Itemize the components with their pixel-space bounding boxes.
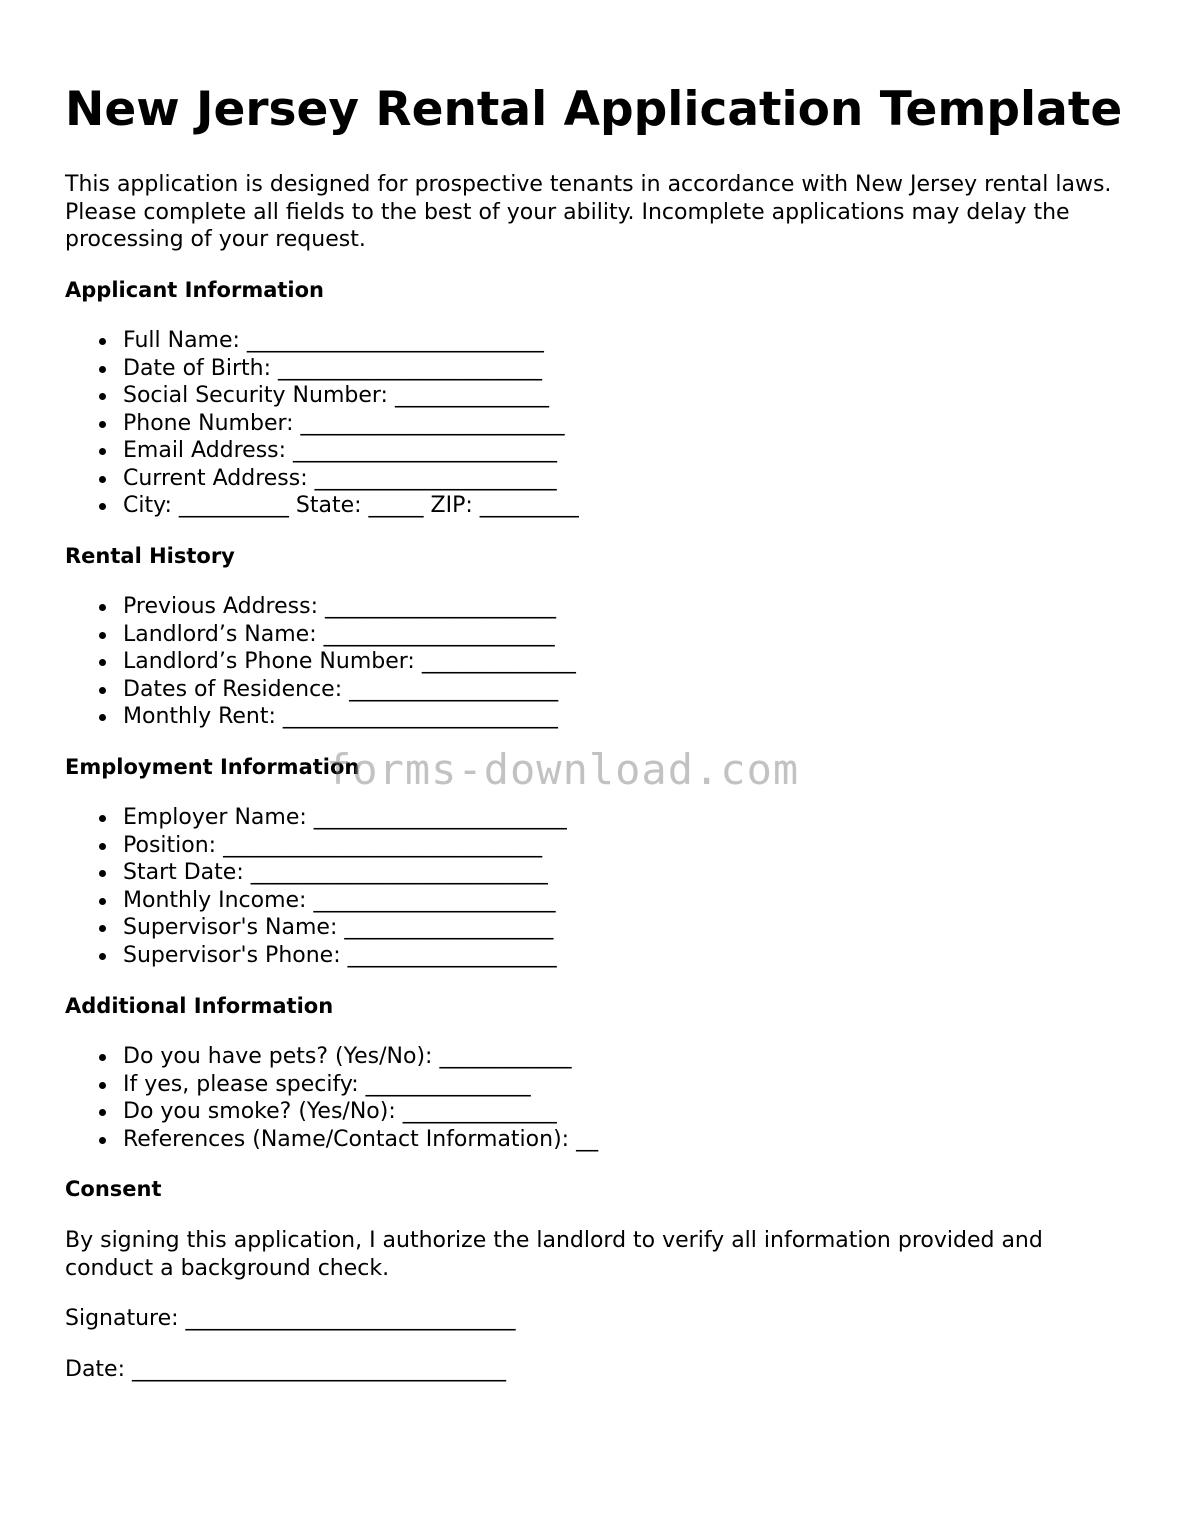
- smoke-field[interactable]: Do you smoke? (Yes/No): ______________: [65, 1098, 598, 1126]
- consent-paragraph: By signing this application, I authorize the landlord to verify all information provided and conduct a background check.: [65, 1228, 1043, 1281]
- position-field[interactable]: Position: _____________________________: [65, 832, 567, 860]
- additional-information-list: [65, 1043, 598, 1153]
- watermark-text: forms-download.com: [326, 745, 800, 794]
- previous-address-field[interactable]: Previous Address: _____________________: [65, 593, 576, 621]
- start-date-field[interactable]: Start Date: ___________________________: [65, 859, 567, 887]
- signature-field[interactable]: Signature: ______________________________: [65, 1306, 516, 1331]
- rental-history-heading: Rental History: [65, 544, 235, 568]
- intro-paragraph: This application is designed for prospective tenants in accordance with New Jersey rental laws. Please complete all fields to the best of your ability. Incomplete applications may delay the processing of your request.: [65, 172, 1112, 252]
- applicant-information-heading: Applicant Information: [65, 278, 324, 302]
- pets-field[interactable]: Do you have pets? (Yes/No): ____________: [65, 1043, 598, 1071]
- landlord-name-field[interactable]: Landlord’s Name: _____________________: [65, 621, 576, 649]
- city-state-zip-field[interactable]: City: __________ State: _____ ZIP: _________: [65, 492, 579, 520]
- landlord-phone-field[interactable]: Landlord’s Phone Number: ______________: [65, 648, 576, 676]
- employment-information-list: [65, 804, 567, 969]
- supervisor-phone-field[interactable]: Supervisor's Phone: ___________________: [65, 942, 567, 970]
- monthly-income-field[interactable]: Monthly Income: ______________________: [65, 887, 567, 915]
- full-name-field[interactable]: Full Name: ___________________________: [65, 327, 579, 355]
- pets-specify-field[interactable]: If yes, please specify: _______________: [65, 1071, 598, 1099]
- additional-information-heading: Additional Information: [65, 994, 334, 1018]
- monthly-rent-field[interactable]: Monthly Rent: _________________________: [65, 703, 576, 731]
- consent-heading: Consent: [65, 1177, 162, 1201]
- employment-information-heading: Employment Information: [65, 755, 360, 779]
- phone-number-field[interactable]: Phone Number: ________________________: [65, 410, 579, 438]
- dates-of-residence-field[interactable]: Dates of Residence: ___________________: [65, 676, 576, 704]
- employer-name-field[interactable]: Employer Name: _______________________: [65, 804, 567, 832]
- supervisor-name-field[interactable]: Supervisor's Name: ___________________: [65, 914, 567, 942]
- rental-history-list: [65, 593, 576, 731]
- email-address-field[interactable]: Email Address: ________________________: [65, 437, 579, 465]
- current-address-field[interactable]: Current Address: ______________________: [65, 465, 579, 493]
- date-of-birth-field[interactable]: Date of Birth: ________________________: [65, 355, 579, 383]
- ssn-field[interactable]: Social Security Number: ______________: [65, 382, 579, 410]
- references-field[interactable]: References (Name/Contact Information): __: [65, 1126, 598, 1154]
- page-title: New Jersey Rental Application Template: [65, 82, 1123, 137]
- applicant-information-list: [65, 327, 579, 520]
- date-field[interactable]: Date: __________________________________: [65, 1357, 506, 1382]
